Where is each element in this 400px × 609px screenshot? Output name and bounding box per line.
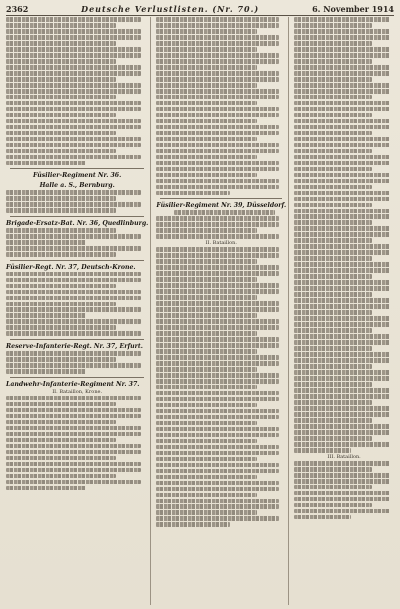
- text-line: [294, 400, 372, 405]
- text-line: [294, 191, 390, 196]
- text-line: [156, 516, 279, 521]
- section-title: Füsilier-Regt. Nr. 37, Deutsch-Krone.: [6, 263, 136, 271]
- text-line: [294, 274, 372, 279]
- text-line: [156, 149, 279, 154]
- text-line: [156, 271, 279, 276]
- column-2: [154, 17, 289, 605]
- text-line: [294, 232, 390, 237]
- text-line: [294, 436, 372, 441]
- text-line: [294, 161, 390, 166]
- text-line: [294, 41, 372, 46]
- text-line: [294, 418, 372, 423]
- text-line: [6, 196, 116, 201]
- text-line: [294, 340, 390, 345]
- text-line: [294, 35, 390, 40]
- text-line: [6, 486, 86, 491]
- text-line: [6, 357, 116, 362]
- text-line: [156, 41, 279, 46]
- text-line: [6, 137, 141, 142]
- text-line: [294, 119, 390, 124]
- text-line: [294, 167, 372, 172]
- text-line: [156, 493, 256, 498]
- text-line: [6, 432, 141, 437]
- text-line: [156, 379, 279, 384]
- text-line: [156, 463, 279, 468]
- text-line: [6, 456, 116, 461]
- text-line: [294, 250, 390, 255]
- text-line: [156, 367, 256, 372]
- text-line: [6, 228, 116, 233]
- text-line: [156, 415, 279, 420]
- text-line: [156, 385, 256, 390]
- text-line: [294, 280, 390, 285]
- text-line: [156, 185, 279, 190]
- text-line: [294, 197, 390, 202]
- text-line: [294, 352, 390, 357]
- text-line: [294, 509, 390, 514]
- text-line: [294, 310, 372, 315]
- text-line: [6, 438, 116, 443]
- text-line: [6, 89, 141, 94]
- text-line: [156, 403, 256, 408]
- section-subtitle: Halle a. S., Bernburg.: [39, 182, 115, 190]
- text-line: [6, 296, 141, 301]
- text-line: [156, 487, 279, 492]
- text-line: [294, 370, 390, 375]
- text-line: [6, 71, 141, 76]
- text-line: [6, 149, 116, 154]
- section-title: Brigade-Ersatz-Bat. Nr. 36, Quedlinburg.: [6, 219, 149, 227]
- text-line: [6, 414, 141, 419]
- text-line: [156, 355, 279, 360]
- text-line: [6, 450, 141, 455]
- text-line: [6, 119, 141, 124]
- text-line: [156, 119, 256, 124]
- text-line: [6, 190, 141, 195]
- text-line: [294, 29, 390, 34]
- text-line: [6, 462, 141, 467]
- text-line: [294, 467, 372, 472]
- text-line: [156, 391, 279, 396]
- text-line: [6, 420, 116, 425]
- text-line: [156, 307, 279, 312]
- text-line: [294, 59, 372, 64]
- text-line: [6, 474, 116, 479]
- text-line: [294, 155, 390, 160]
- text-line: [156, 253, 279, 258]
- text-line: [294, 412, 390, 417]
- text-line: [156, 337, 279, 342]
- text-line: [156, 131, 279, 136]
- text-line: [294, 448, 351, 453]
- text-line: [156, 47, 256, 52]
- text-line: [156, 301, 279, 306]
- text-line: [294, 334, 390, 339]
- text-line: [294, 203, 372, 208]
- text-line: [294, 286, 390, 291]
- text-line: [294, 461, 390, 466]
- section-heading: II. Bataillon.: [205, 240, 237, 247]
- publication-title: Deutsche Verlustlisten. (Nr. 70.): [81, 4, 260, 14]
- text-line: [6, 313, 86, 318]
- text-line: [294, 65, 390, 70]
- text-line: [156, 95, 279, 100]
- column-3: [292, 17, 396, 605]
- text-line: [294, 358, 390, 363]
- text-line: [6, 208, 116, 213]
- section-rule: [10, 339, 144, 340]
- text-line: [294, 364, 372, 369]
- section-rule: [10, 168, 144, 169]
- text-line: [294, 137, 390, 142]
- text-line: [294, 376, 390, 381]
- text-line: [6, 426, 141, 431]
- section-rule: [10, 216, 144, 217]
- text-line: [156, 319, 279, 324]
- text-line: [156, 125, 279, 130]
- text-line: [6, 23, 116, 28]
- text-line: [6, 29, 141, 34]
- text-line: [6, 307, 141, 312]
- text-line: [294, 71, 390, 76]
- text-line: [294, 298, 390, 303]
- text-line: [6, 278, 141, 283]
- text-line: [294, 143, 390, 148]
- column-1: [4, 17, 151, 605]
- text-line: [294, 173, 390, 178]
- section-title: Füsilier-Regiment Nr. 39, Düsseldorf.: [156, 202, 287, 210]
- text-line: [294, 89, 390, 94]
- text-line: [6, 396, 141, 401]
- text-line: [294, 515, 351, 520]
- text-line: [156, 216, 279, 221]
- text-line: [6, 402, 116, 407]
- text-line: [294, 179, 390, 184]
- text-line: [294, 406, 390, 411]
- text-line: [6, 107, 141, 112]
- text-line: [156, 469, 279, 474]
- text-line: [6, 234, 141, 239]
- text-line: [6, 125, 141, 130]
- text-line: [156, 17, 279, 22]
- section-rule: [10, 260, 144, 261]
- text-line: [156, 107, 279, 112]
- text-line: [156, 427, 279, 432]
- text-line: [156, 83, 256, 88]
- text-line: [6, 17, 141, 22]
- text-line: [294, 388, 390, 393]
- text-line: [156, 522, 230, 527]
- text-line: [156, 433, 279, 438]
- text-line: [156, 313, 256, 318]
- text-line: [294, 149, 372, 154]
- text-line: [156, 283, 279, 288]
- text-line: [156, 53, 279, 58]
- text-line: [6, 53, 141, 58]
- text-line: [6, 325, 116, 330]
- text-line: [294, 430, 390, 435]
- text-line: [156, 277, 256, 282]
- text-line: [6, 35, 141, 40]
- text-line: [294, 95, 372, 100]
- text-line: [6, 468, 141, 473]
- text-line: [294, 53, 390, 58]
- section-rule: [160, 198, 282, 199]
- text-line: [156, 191, 230, 196]
- text-line: [294, 442, 390, 447]
- text-line: [6, 302, 116, 307]
- text-line: [6, 131, 116, 136]
- text-line: [156, 247, 279, 252]
- text-line: [156, 361, 279, 366]
- text-line: [294, 23, 372, 28]
- section-title: Füsilier-Regiment Nr. 36.: [33, 172, 122, 180]
- text-line: [156, 29, 256, 34]
- text-line: [6, 284, 116, 289]
- text-line: [6, 272, 141, 277]
- text-line: [294, 244, 390, 249]
- text-line: [156, 331, 256, 336]
- text-line: [156, 397, 279, 402]
- text-line: [156, 222, 279, 227]
- text-line: [294, 125, 390, 130]
- text-line: [6, 369, 86, 374]
- text-line: [6, 290, 141, 295]
- text-line: [156, 173, 256, 178]
- text-line: [156, 451, 279, 456]
- text-line: [6, 161, 86, 166]
- text-line: [156, 325, 279, 330]
- text-line: [294, 131, 372, 136]
- text-line: [156, 234, 279, 239]
- text-line: [294, 185, 372, 190]
- text-line: [156, 349, 256, 354]
- text-line: [294, 346, 372, 351]
- text-line: [6, 363, 141, 368]
- text-line: [156, 499, 279, 504]
- text-line: [6, 240, 86, 245]
- text-line: [294, 491, 390, 496]
- page-number: 2362: [6, 4, 29, 14]
- text-line: [6, 95, 116, 100]
- text-line: [6, 101, 141, 106]
- text-line: [156, 439, 256, 444]
- section-title: Reserve-Infanterie-Regt. Nr. 37, Erfurt.: [6, 343, 143, 351]
- text-line: [6, 319, 141, 324]
- text-line: [6, 77, 116, 82]
- text-line: [156, 161, 279, 166]
- text-line: [294, 316, 390, 321]
- text-line: [294, 226, 390, 231]
- section-rule: [10, 377, 144, 378]
- text-line: [294, 394, 390, 399]
- text-line: [156, 65, 256, 70]
- text-line: [294, 113, 372, 118]
- text-line: [156, 409, 279, 414]
- text-line: [6, 143, 141, 148]
- text-line: [294, 304, 390, 309]
- text-line: [156, 155, 256, 160]
- text-line: [6, 351, 141, 356]
- text-line: [6, 65, 141, 70]
- text-line: [294, 101, 390, 106]
- text-line: [156, 143, 279, 148]
- text-line: [294, 220, 372, 225]
- section-heading: III. Bataillon.: [327, 453, 361, 460]
- text-line: [6, 252, 116, 257]
- text-line: [6, 246, 141, 251]
- text-line: [294, 503, 372, 508]
- text-line: [156, 113, 279, 118]
- text-line: [294, 77, 372, 82]
- text-line: [294, 424, 390, 429]
- text-line: [294, 107, 390, 112]
- text-line: [156, 289, 279, 294]
- text-line: [294, 292, 372, 297]
- text-line: [294, 209, 390, 214]
- text-line: [156, 421, 256, 426]
- text-line: [156, 475, 256, 480]
- text-line: [294, 497, 390, 502]
- text-columns: [4, 17, 396, 605]
- text-line: [294, 256, 372, 261]
- text-line: [156, 137, 256, 142]
- text-line: [6, 444, 141, 449]
- text-line: [294, 473, 390, 478]
- text-line: [294, 214, 390, 219]
- text-line: [294, 47, 390, 52]
- text-line: [294, 328, 372, 333]
- text-line: [156, 77, 279, 82]
- text-line: [156, 504, 279, 509]
- text-line: [156, 481, 279, 486]
- text-line: [6, 113, 116, 118]
- text-line: [156, 89, 279, 94]
- text-line: [156, 71, 279, 76]
- text-line: [294, 268, 390, 273]
- text-line: [156, 265, 279, 270]
- text-line: [6, 480, 141, 485]
- text-line: [156, 167, 279, 172]
- text-line: [156, 510, 256, 515]
- text-line: [6, 59, 116, 64]
- text-line: [156, 445, 279, 450]
- text-line: [294, 238, 372, 243]
- publication-date: 6. November 1914: [312, 4, 394, 14]
- text-line: [294, 262, 390, 267]
- text-line: [174, 210, 274, 215]
- text-line: [156, 179, 279, 184]
- text-line: [6, 155, 141, 160]
- page-header: [6, 3, 394, 16]
- text-line: [6, 202, 141, 207]
- text-line: [156, 23, 279, 28]
- text-line: [156, 228, 256, 233]
- text-line: [6, 408, 141, 413]
- text-line: [156, 373, 279, 378]
- text-line: [6, 41, 116, 46]
- text-line: [156, 295, 256, 300]
- text-line: [294, 83, 390, 88]
- text-line: [156, 457, 256, 462]
- text-line: [156, 101, 256, 106]
- text-line: [156, 59, 279, 64]
- text-line: [6, 47, 141, 52]
- text-line: [6, 83, 141, 88]
- text-line: [294, 322, 390, 327]
- text-line: [156, 343, 279, 348]
- section-subtitle: II. Bataillon, Krone.: [52, 388, 103, 395]
- text-line: [6, 331, 141, 336]
- text-line: [294, 485, 372, 490]
- text-line: [156, 35, 279, 40]
- section-title: Landwehr-Infanterie-Regiment Nr. 37.: [6, 380, 140, 388]
- text-line: [294, 382, 372, 387]
- text-line: [156, 259, 256, 264]
- text-line: [294, 479, 390, 484]
- text-line: [294, 17, 390, 22]
